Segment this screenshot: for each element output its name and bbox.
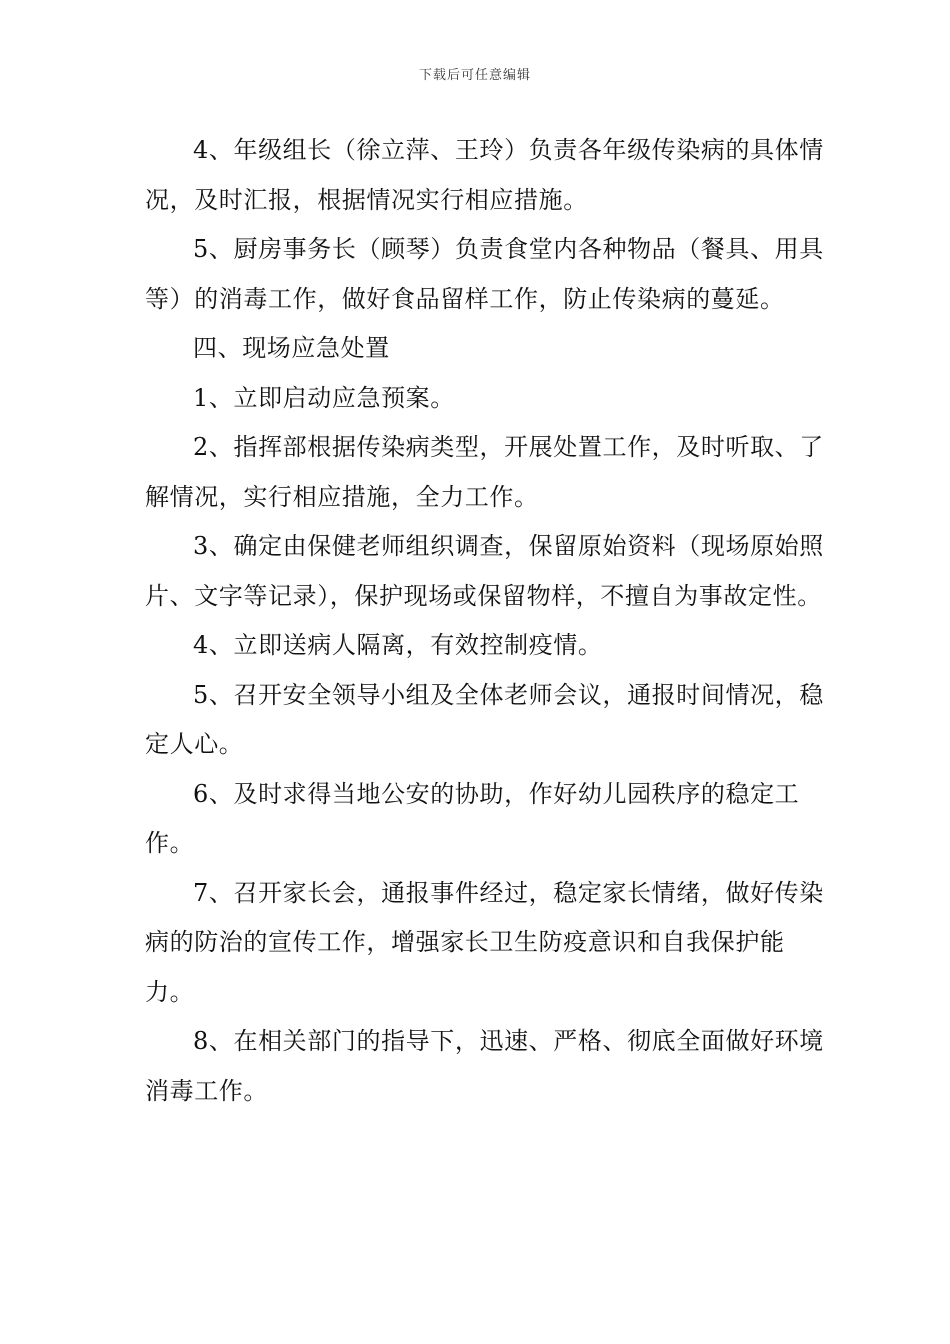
document-body: [145, 126, 825, 1116]
paragraph-step-4: 4、立即送病人隔离，有效控制疫情。: [193, 631, 603, 659]
paragraph-step-5: 5、召开安全领导小组及全体老师会议，通报时间情况，稳定人心。: [145, 680, 824, 758]
paragraph-step-7: 7、召开家长会，通报事件经过，稳定家长情绪，做好传染病的防治的宣传工作，增强家长卫生防疫意识和自我保护能力。: [145, 878, 824, 1006]
paragraph-step-8: 8、在相关部门的指导下，迅速、严格、彻底全面做好环境消毒工作。: [145, 1027, 824, 1105]
paragraph-step-3: 3、确定由保健老师组织调查，保留原始资料（现场原始照片、文字等记录），保护现场或保留物样，不擅自为事故定性。: [145, 532, 824, 610]
page-header-note: 下载后可任意编辑: [418, 68, 531, 83]
paragraph-step-1: 1、立即启动应急预案。: [193, 383, 455, 412]
paragraph-kindergarten-leaders: 4、年级组长（徐立萍、王玲）负责各年级传染病的具体情况，及时汇报，根据情况实行相应措施。: [145, 136, 824, 214]
paragraph-step-6: 6、及时求得当地公安的协助，作好幼儿园秩序的稳定工作。: [145, 779, 800, 857]
paragraph-step-2: 2、指挥部根据传染病类型，开展处置工作，及时听取、了解情况，实行相应措施，全力工作。: [145, 433, 824, 511]
section-heading-onsite-response: 四、现场应急处置: [193, 334, 390, 362]
paragraph-kitchen-manager: 5、厨房事务长（顾琴）负责食堂内各种物品（餐具、用具等）的消毒工作，做好食品留样工作，防止传染病的蔓延。: [145, 235, 824, 313]
